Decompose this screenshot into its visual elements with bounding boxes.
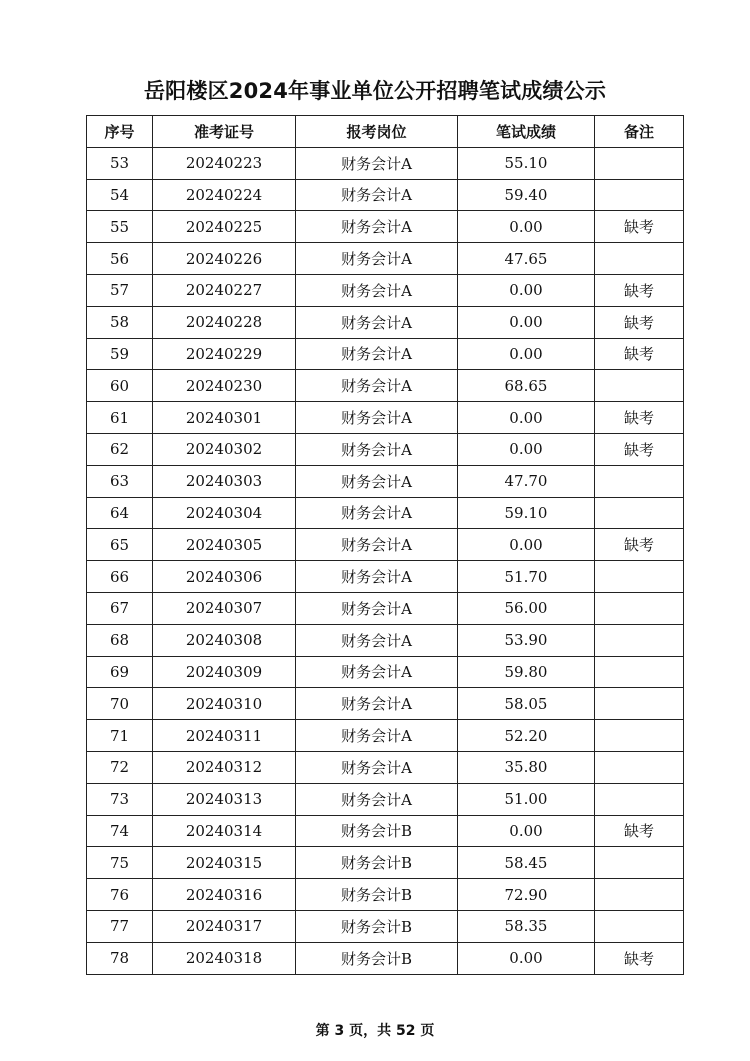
cell-position: 财务会计A [296,783,458,815]
cell-position: 财务会计A [296,656,458,688]
score-table [86,115,684,975]
cell-seq: 66 [87,561,153,593]
cell-seq: 53 [87,147,153,179]
table-row [87,783,684,815]
cell-ticket-no: 20240310 [153,688,296,720]
table-row [87,338,684,370]
cell-score: 58.05 [458,688,595,720]
table-row [87,402,684,434]
cell-position: 财务会计A [296,465,458,497]
cell-seq: 69 [87,656,153,688]
cell-score: 51.00 [458,783,595,815]
cell-seq: 73 [87,783,153,815]
cell-score: 0.00 [458,211,595,243]
cell-position: 财务会计A [296,688,458,720]
table-row [87,942,684,974]
cell-remark [595,783,684,815]
cell-position: 财务会计B [296,910,458,942]
table-header-row [87,116,684,148]
cell-score: 55.10 [458,147,595,179]
cell-remark: 缺考 [595,274,684,306]
cell-seq: 61 [87,402,153,434]
table-row [87,243,684,275]
cell-ticket-no: 20240304 [153,497,296,529]
cell-ticket-no: 20240305 [153,529,296,561]
cell-remark: 缺考 [595,211,684,243]
cell-seq: 76 [87,879,153,911]
cell-ticket-no: 20240228 [153,306,296,338]
cell-seq: 77 [87,910,153,942]
cell-ticket-no: 20240301 [153,402,296,434]
cell-score: 0.00 [458,815,595,847]
cell-remark: 缺考 [595,338,684,370]
cell-score: 58.45 [458,847,595,879]
cell-score: 56.00 [458,592,595,624]
cell-seq: 60 [87,370,153,402]
cell-score: 47.65 [458,243,595,275]
table-body [87,147,684,974]
table-row [87,529,684,561]
cell-position: 财务会计B [296,815,458,847]
cell-seq: 57 [87,274,153,306]
cell-position: 财务会计B [296,879,458,911]
cell-remark [595,179,684,211]
cell-seq: 59 [87,338,153,370]
cell-ticket-no: 20240224 [153,179,296,211]
cell-seq: 65 [87,529,153,561]
cell-score: 0.00 [458,274,595,306]
cell-remark [595,656,684,688]
cell-seq: 56 [87,243,153,275]
cell-ticket-no: 20240302 [153,433,296,465]
cell-position: 财务会计B [296,942,458,974]
cell-position: 财务会计A [296,306,458,338]
cell-remark [595,879,684,911]
cell-score: 59.10 [458,497,595,529]
cell-score: 0.00 [458,942,595,974]
cell-seq: 67 [87,592,153,624]
cell-remark [595,465,684,497]
cell-position: 财务会计A [296,529,458,561]
cell-seq: 78 [87,942,153,974]
cell-ticket-no: 20240307 [153,592,296,624]
cell-position: 财务会计A [296,370,458,402]
cell-ticket-no: 20240308 [153,624,296,656]
table-row [87,465,684,497]
column-header-remark: 备注 [595,116,684,148]
page-footer: 第 3 页，共 52 页 [315,1023,435,1039]
cell-seq: 58 [87,306,153,338]
cell-score: 59.80 [458,656,595,688]
cell-ticket-no: 20240314 [153,815,296,847]
page-title: 岳阳楼区2024年事业单位公开招聘笔试成绩公示 [143,79,607,103]
cell-position: 财务会计A [296,720,458,752]
cell-ticket-no: 20240316 [153,879,296,911]
cell-remark: 缺考 [595,306,684,338]
table-row [87,497,684,529]
table-row [87,306,684,338]
column-header-ticket-no: 准考证号 [153,116,296,148]
cell-position: 财务会计A [296,179,458,211]
cell-remark [595,370,684,402]
table-row [87,720,684,752]
cell-score: 72.90 [458,879,595,911]
cell-seq: 72 [87,751,153,783]
cell-seq: 64 [87,497,153,529]
cell-remark [595,497,684,529]
table-row [87,147,684,179]
cell-remark: 缺考 [595,402,684,434]
cell-ticket-no: 20240318 [153,942,296,974]
cell-seq: 75 [87,847,153,879]
column-header-seq: 序号 [87,116,153,148]
cell-remark [595,751,684,783]
column-header-score: 笔试成绩 [458,116,595,148]
table-row [87,847,684,879]
cell-score: 0.00 [458,529,595,561]
table-row [87,688,684,720]
table-row [87,910,684,942]
cell-remark: 缺考 [595,942,684,974]
cell-ticket-no: 20240317 [153,910,296,942]
cell-score: 53.90 [458,624,595,656]
cell-seq: 54 [87,179,153,211]
cell-position: 财务会计A [296,592,458,624]
cell-score: 68.65 [458,370,595,402]
cell-ticket-no: 20240309 [153,656,296,688]
cell-score: 47.70 [458,465,595,497]
cell-remark: 缺考 [595,529,684,561]
cell-ticket-no: 20240226 [153,243,296,275]
cell-ticket-no: 20240303 [153,465,296,497]
cell-remark [595,592,684,624]
cell-seq: 71 [87,720,153,752]
cell-remark: 缺考 [595,815,684,847]
column-header-position: 报考岗位 [296,116,458,148]
cell-score: 52.20 [458,720,595,752]
table-row [87,561,684,593]
cell-score: 0.00 [458,306,595,338]
cell-position: 财务会计A [296,402,458,434]
cell-remark [595,688,684,720]
cell-ticket-no: 20240306 [153,561,296,593]
table-row [87,179,684,211]
table-row [87,274,684,306]
cell-position: 财务会计A [296,211,458,243]
cell-seq: 70 [87,688,153,720]
table-row [87,370,684,402]
cell-ticket-no: 20240315 [153,847,296,879]
cell-position: 财务会计A [296,624,458,656]
cell-ticket-no: 20240312 [153,751,296,783]
cell-position: 财务会计A [296,561,458,593]
cell-position: 财务会计A [296,497,458,529]
table-row [87,815,684,847]
cell-remark [595,910,684,942]
cell-remark [595,624,684,656]
cell-ticket-no: 20240225 [153,211,296,243]
cell-score: 35.80 [458,751,595,783]
cell-ticket-no: 20240227 [153,274,296,306]
cell-seq: 62 [87,433,153,465]
cell-position: 财务会计A [296,147,458,179]
cell-seq: 55 [87,211,153,243]
cell-ticket-no: 20240313 [153,783,296,815]
table-row [87,624,684,656]
cell-remark [595,720,684,752]
cell-score: 0.00 [458,433,595,465]
table-row [87,211,684,243]
cell-score: 0.00 [458,402,595,434]
table-row [87,592,684,624]
cell-position: 财务会计A [296,433,458,465]
cell-seq: 74 [87,815,153,847]
table-row [87,751,684,783]
cell-position: 财务会计A [296,751,458,783]
cell-position: 财务会计A [296,274,458,306]
cell-score: 51.70 [458,561,595,593]
table-row [87,879,684,911]
table-row [87,433,684,465]
cell-remark [595,847,684,879]
cell-remark [595,147,684,179]
cell-ticket-no: 20240311 [153,720,296,752]
cell-ticket-no: 20240223 [153,147,296,179]
cell-remark [595,561,684,593]
cell-score: 0.00 [458,338,595,370]
cell-seq: 63 [87,465,153,497]
cell-remark [595,243,684,275]
cell-score: 58.35 [458,910,595,942]
cell-seq: 68 [87,624,153,656]
cell-ticket-no: 20240229 [153,338,296,370]
cell-position: 财务会计A [296,338,458,370]
cell-remark: 缺考 [595,433,684,465]
table-row [87,656,684,688]
cell-ticket-no: 20240230 [153,370,296,402]
cell-score: 59.40 [458,179,595,211]
cell-position: 财务会计A [296,243,458,275]
cell-position: 财务会计B [296,847,458,879]
